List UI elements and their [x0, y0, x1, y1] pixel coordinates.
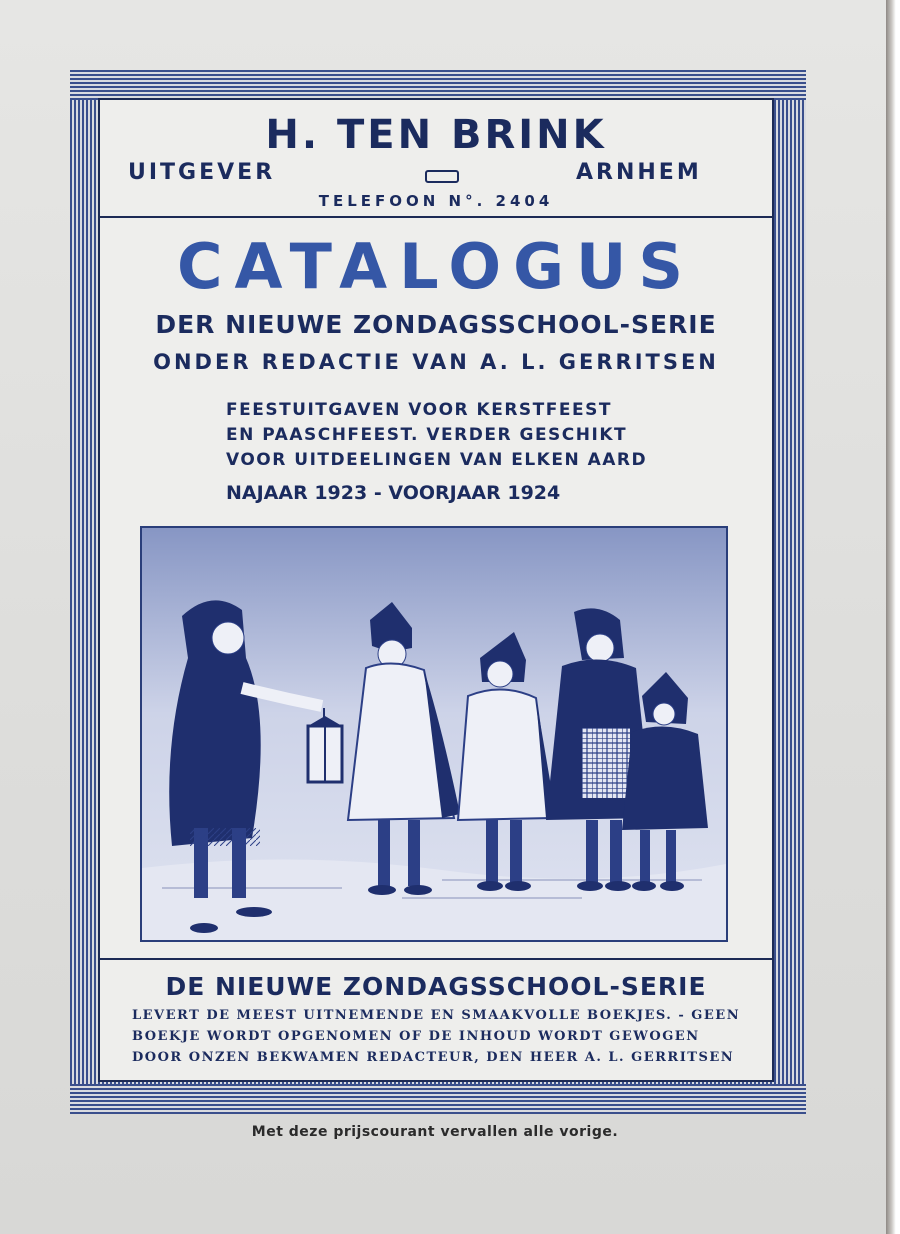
decorative-border-bottom — [70, 1084, 806, 1114]
publisher-name: H. TEN BRINK — [265, 112, 607, 158]
decorative-border-top — [70, 70, 806, 100]
children-with-lantern-illustration — [140, 526, 728, 942]
series-description-line-3: DOOR ONZEN BEKWAMEN REDACTEUR, DEN HEER A. L. GERRITSEN — [132, 1050, 735, 1065]
price-list-notice: Met deze prijscourant vervallen alle vorige. — [251, 1124, 619, 1140]
dash-ornament — [425, 170, 459, 183]
catalogue-title: CATALOGUS — [176, 230, 696, 303]
footer-divider — [98, 958, 774, 960]
page-edge — [886, 0, 900, 1234]
series-description-line-2: BOEKJE WORDT OPGENOMEN OF DE INHOUD WORDT GEWOGEN — [132, 1029, 700, 1044]
season-dates: NAJAAR 1923 - VOORJAAR 1924 — [226, 482, 561, 504]
city-label: ARNHEM — [576, 160, 702, 185]
series-heading: DE NIEUWE ZONDAGSSCHOOL-SERIE — [165, 972, 707, 1001]
editor-line: ONDER REDACTIE VAN A. L. GERRITSEN — [153, 350, 719, 374]
phone-number: TELEFOON N°. 2404 — [318, 192, 554, 210]
series-subtitle: DER NIEUWE ZONDAGSSCHOOL-SERIE — [155, 310, 717, 339]
feest-line-3: VOOR UITDEELINGEN VAN ELKEN AARD — [226, 450, 648, 470]
header-divider — [98, 216, 774, 218]
series-description-line-1: LEVERT DE MEEST UITNEMENDE EN SMAAKVOLLE BOEKJES. - GEEN — [132, 1008, 741, 1023]
publisher-label: UITGEVER — [128, 160, 276, 185]
feest-line-2: EN PAASCHFEEST. VERDER GESCHIKT — [226, 425, 628, 445]
feest-line-1: FEESTUITGAVEN VOOR KERSTFEEST — [226, 400, 612, 420]
